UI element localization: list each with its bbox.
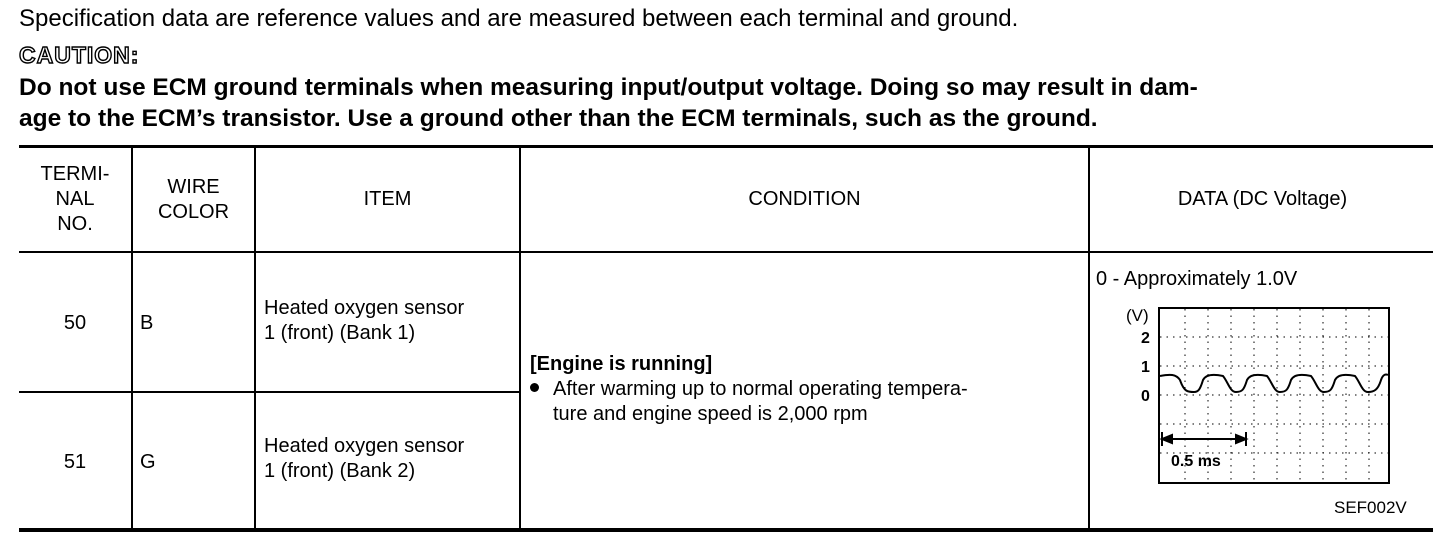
header-wire-color [133,148,254,251]
header-wire-line1: WIRE [167,175,220,198]
intro-text: Specification data are reference values and are measured between each terminal and ground. [19,5,1019,32]
scope-time-marker [1162,432,1246,446]
header-item-label: ITEM [363,188,412,210]
scope-unit-label: (V) [1126,306,1149,325]
scope-y-label-1: 1 [1141,359,1150,376]
caution-text [19,72,1435,134]
row-divider [19,391,520,393]
item-bank1-line1: Heated oxygen sensor [264,297,465,319]
terminal-51: 51 [63,451,87,473]
item-bank2-line1: Heated oxygen sensor [264,435,465,457]
item-bank2-line2: 1 (front) (Bank 2) [264,460,416,482]
caution-label: CAUTION: [19,42,140,68]
condition-bullet-line2: ture and engine speed is 2,000 rpm [553,403,868,425]
header-item [256,148,519,251]
scope-time-label: 0.5 ms [1171,453,1221,470]
terminal-50: 50 [63,312,87,334]
table-bottom-rule [19,528,1433,532]
bullet-icon [530,383,539,392]
scope-waveform [1160,375,1388,392]
condition-title: [Engine is running] [530,353,713,375]
header-terminal-no [19,148,131,251]
header-wire-line2: COLOR [157,200,230,223]
figure-id: SEF002V [1334,498,1407,517]
caution-line-1: Do not use ECM ground terminals when measuring input/output voltage. Doing so may result in dam- [19,74,1198,101]
header-data-label: DATA (DC Voltage) [1177,188,1348,210]
header-terminal-line3: NO. [57,213,93,235]
item-bank2 [264,434,464,484]
condition-cell [530,352,1080,427]
condition-bullet-text1: After warming up to normal operating tempera- [553,378,968,400]
header-condition [521,148,1088,251]
condition-bullet-line1 [530,377,1080,402]
caution-line-2: age to the ECM’s transistor. Use a ground other than the ECM terminals, such as the ground. [19,105,1098,132]
header-condition-label: CONDITION [748,188,861,210]
header-terminal-line1: TERMI- [40,163,110,185]
header-terminal-line2: NAL [55,188,95,210]
header-bottom-rule [19,251,1433,253]
item-bank1-line2: 1 (front) (Bank 1) [264,322,416,344]
oscilloscope-diagram [1110,300,1400,490]
scope-y-label-2: 2 [1141,330,1150,347]
scope-y-label-0: 0 [1141,388,1150,405]
wire-color-g: G [140,451,156,473]
header-data [1090,148,1435,251]
data-value: 0 - Approximately 1.0V [1096,268,1298,290]
wire-color-b: B [140,312,154,334]
item-bank1 [264,296,464,346]
